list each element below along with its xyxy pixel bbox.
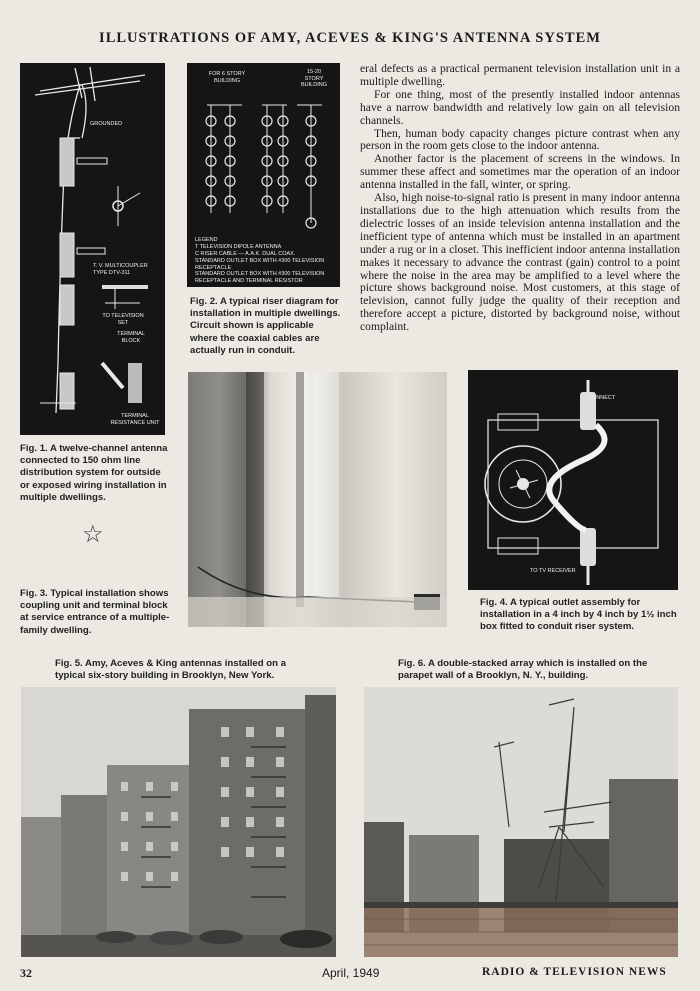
fig2-right-heading: 15-20 STORY BUILDING bbox=[301, 69, 327, 88]
figure-4-diagram bbox=[468, 370, 678, 590]
fig2-legend-o: STANDARD OUTLET BOX WITH #300 TELEVISION RECEPTACLE bbox=[195, 258, 325, 271]
label-to-tv: TO TELEVISION SET bbox=[102, 313, 144, 326]
fig2-legend-title: LEGEND bbox=[195, 237, 218, 243]
issue-date: April, 1949 bbox=[322, 966, 380, 980]
fig2-left-heading: FOR 6 STORY BUILDING bbox=[208, 71, 246, 84]
article-body bbox=[360, 63, 680, 334]
magazine-name: RADIO & TELEVISION NEWS bbox=[482, 966, 667, 978]
paragraph: Another factor is the placement of screens in the windows. In summer these affect and sometimes mar the operation of an indoor antenna installed in the fall, winter, or spring. bbox=[360, 152, 680, 192]
page-title: ILLUSTRATIONS OF AMY, ACEVES & KING'S ANTENNA SYSTEM bbox=[99, 30, 601, 46]
paragraph: eral defects as a practical permanent television installation unit in a multiple dwelling. bbox=[360, 62, 680, 88]
paragraph: For one thing, most of the presently installed indoor antennas have a narrow bandwidth and relatively low gain on all television channels. bbox=[360, 87, 680, 127]
fig2-legend-c: C RISER CABLE — A.A.K. DUAL COAX. bbox=[195, 251, 296, 257]
fig2-legend-t: T TELEVISION DIPOLE ANTENNA bbox=[195, 244, 282, 250]
label-grounded: GROUNDED bbox=[90, 121, 123, 127]
paragraph: Also, high noise-to-signal ratio is present in many indoor antenna installations due to the high attenuation which results from the dielectric losses of an inside television antenna installation and the inefficient type of antenna which must be installed in an apartment under a rug or in a closet. This inefficient indoor antenna installation makes it necessary to advance the contrast (gain) control to a point where the noise in the area may be amplified to a level where the picture shows background noise. Most customers, at this stage of television, cannot fully judge the quality of their reception and therefore accept a picture, distorted by background noise, without complaint. bbox=[360, 191, 680, 334]
figure-5-photo bbox=[21, 687, 336, 957]
label-terminal-resistance: TERMINAL RESISTANCE UNIT bbox=[110, 413, 160, 426]
paragraph: Then, human body capacity changes picture contrast when any person in the room gets close to the indoor antenna. bbox=[360, 126, 680, 153]
figure-1-caption: Fig. 1. A twelve-channel antenna connected to 150 ohm line distribution system for outside or exposed wiring installation in multiple dwellings. bbox=[20, 443, 168, 503]
figure-4-caption: Fig. 4. A typical outlet assembly for installation in a 4 inch by 4 inch by 1½ inch box fitted to conduit riser system. bbox=[480, 597, 677, 633]
figure-6-caption: Fig. 6. A double-stacked array which is installed on the parapet wall of a Brooklyn, N. Y., building. bbox=[398, 658, 648, 682]
fig2-legend-x: STANDARD OUTLET BOX WITH #300 TELEVISION RECEPTACLE AND TERMINAL RESISTOR bbox=[195, 271, 325, 284]
star-icon: ☆ bbox=[82, 522, 104, 548]
figure-5-caption: Fig. 5. Amy, Aceves & King antennas installed on a typical six-story building in Brooklyn, New York. bbox=[55, 658, 287, 682]
label-terminal-block: TERMINAL BLOCK bbox=[117, 331, 145, 344]
figure-6-photo bbox=[364, 687, 678, 957]
fig4-label-to-receiver: TO TV RECEIVER bbox=[530, 568, 576, 574]
figure-1-diagram bbox=[20, 63, 165, 435]
page-number: 32 bbox=[20, 966, 32, 980]
figure-2-diagram bbox=[187, 63, 340, 287]
label-multicoupler: T. V. MULTICOUPLER TYPE DTV-311 bbox=[93, 263, 148, 276]
figure-3-caption: Fig. 3. Typical installation shows coupling unit and terminal block at service entrance of a multiple-family dwelling. bbox=[20, 588, 170, 636]
fig4-label-connect: CONNECT bbox=[588, 395, 616, 401]
figure-2-caption: Fig. 2. A typical riser diagram for installation in multiple dwellings. Circuit shown is applicable where the coaxial cables are actually run in conduit. bbox=[190, 296, 341, 356]
figure-3-photo bbox=[188, 372, 447, 627]
